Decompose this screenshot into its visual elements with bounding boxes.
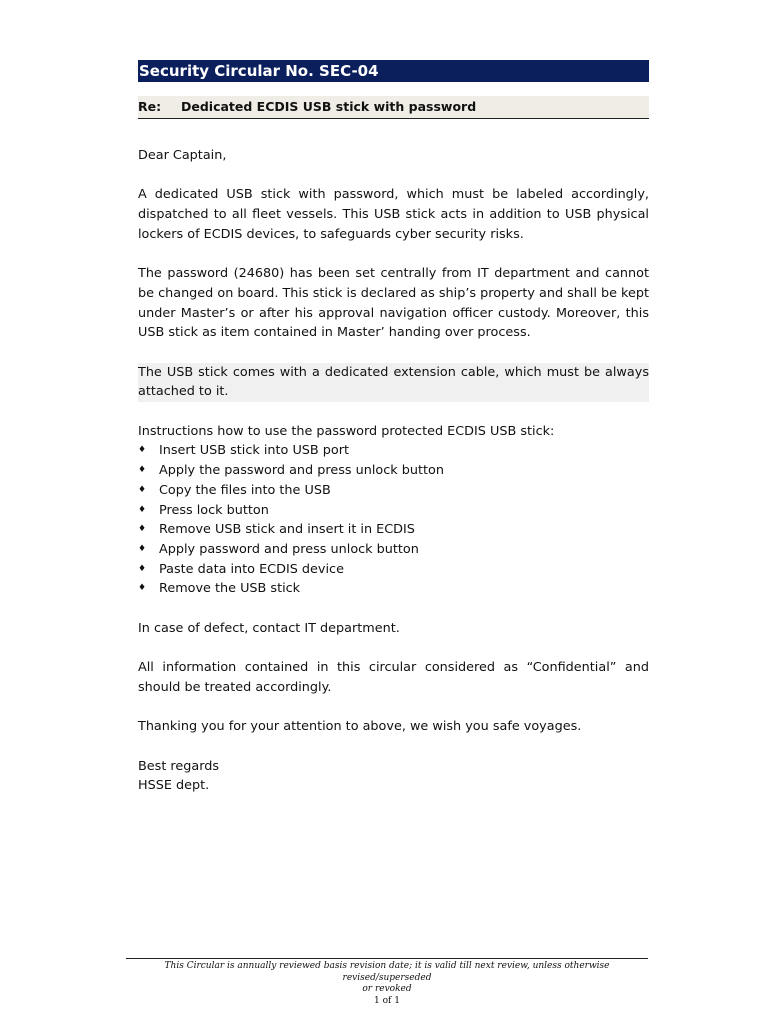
paragraph-extension-cable: The USB stick comes with a dedicated extension cable, which must be always attached to it. — [138, 363, 649, 402]
closing-line: Best regards — [138, 758, 220, 774]
greeting: Dear Captain, — [138, 148, 227, 163]
list-item: ♦ Remove USB stick and insert it in ECDIS — [138, 520, 649, 540]
diamond-bullet-icon: ♦ — [138, 504, 147, 515]
revision-note — [126, 959, 648, 996]
revision-note-line1: This Circular is annually reviewed basis revision date; it is valid till next review, unless otherwise revised/superseded — [164, 961, 610, 983]
instructions-list — [138, 441, 649, 599]
list-item: ♦ Press lock button — [138, 501, 649, 521]
circular-page — [138, 60, 649, 796]
revision-note-line2: or revoked — [362, 984, 412, 994]
diamond-bullet-icon: ♦ — [138, 524, 147, 535]
list-item: ♦ Apply the password and press unlock button — [138, 461, 649, 481]
subject-bar — [138, 96, 649, 119]
signature-line: HSSE dept. — [138, 778, 210, 794]
diamond-bullet-icon: ♦ — [138, 583, 147, 594]
confidential-note: All information contained in this circular considered as “Confidential” and should be treated accordingly. — [138, 660, 649, 695]
instructions-intro: Instructions how to use the password protected ECDIS USB stick: — [138, 423, 555, 439]
thanks-line: Thanking you for your attention to above, we wish you safe voyages. — [138, 719, 582, 735]
diamond-bullet-icon: ♦ — [138, 465, 147, 476]
paragraph-password: The password (24680) has been set centrally from IT department and cannot be changed on board. This stick is declared as ship’s property and shall be kept under Master’s or after his approval navigation officer custody. Moreover, this USB stick as item contained in Master’ handing over process. — [138, 266, 649, 341]
letter-body — [138, 146, 649, 796]
list-item: ♦ Paste data into ECDIS device — [138, 560, 649, 580]
list-item: ♦ Apply password and press unlock button — [138, 540, 649, 560]
re-label: Re: — [138, 99, 162, 114]
paragraph-usb-stick: A dedicated USB stick with password, which must be labeled accordingly, dispatched to all fleet vessels. This USB stick acts in addition to USB physical lockers of ECDIS devices, to safeguards cyber security risks. — [138, 187, 649, 242]
subject-text: Dedicated ECDIS USB stick with password — [181, 99, 477, 114]
diamond-bullet-icon: ♦ — [138, 544, 147, 554]
circular-title: Security Circular No. SEC-04 — [138, 60, 649, 82]
page-number: 1 of 1 — [374, 995, 400, 1006]
diamond-bullet-icon: ♦ — [138, 484, 147, 495]
diamond-bullet-icon: ♦ — [138, 563, 147, 574]
defect-note: In case of defect, contact IT department. — [138, 620, 400, 636]
page-footer — [126, 958, 648, 1007]
list-item: ♦ Copy the files into the USB — [138, 481, 649, 501]
list-item: ♦ Insert USB stick into USB port — [138, 441, 649, 461]
diamond-bullet-icon: ♦ — [138, 445, 147, 456]
list-item: ♦ Remove the USB stick — [138, 579, 649, 599]
